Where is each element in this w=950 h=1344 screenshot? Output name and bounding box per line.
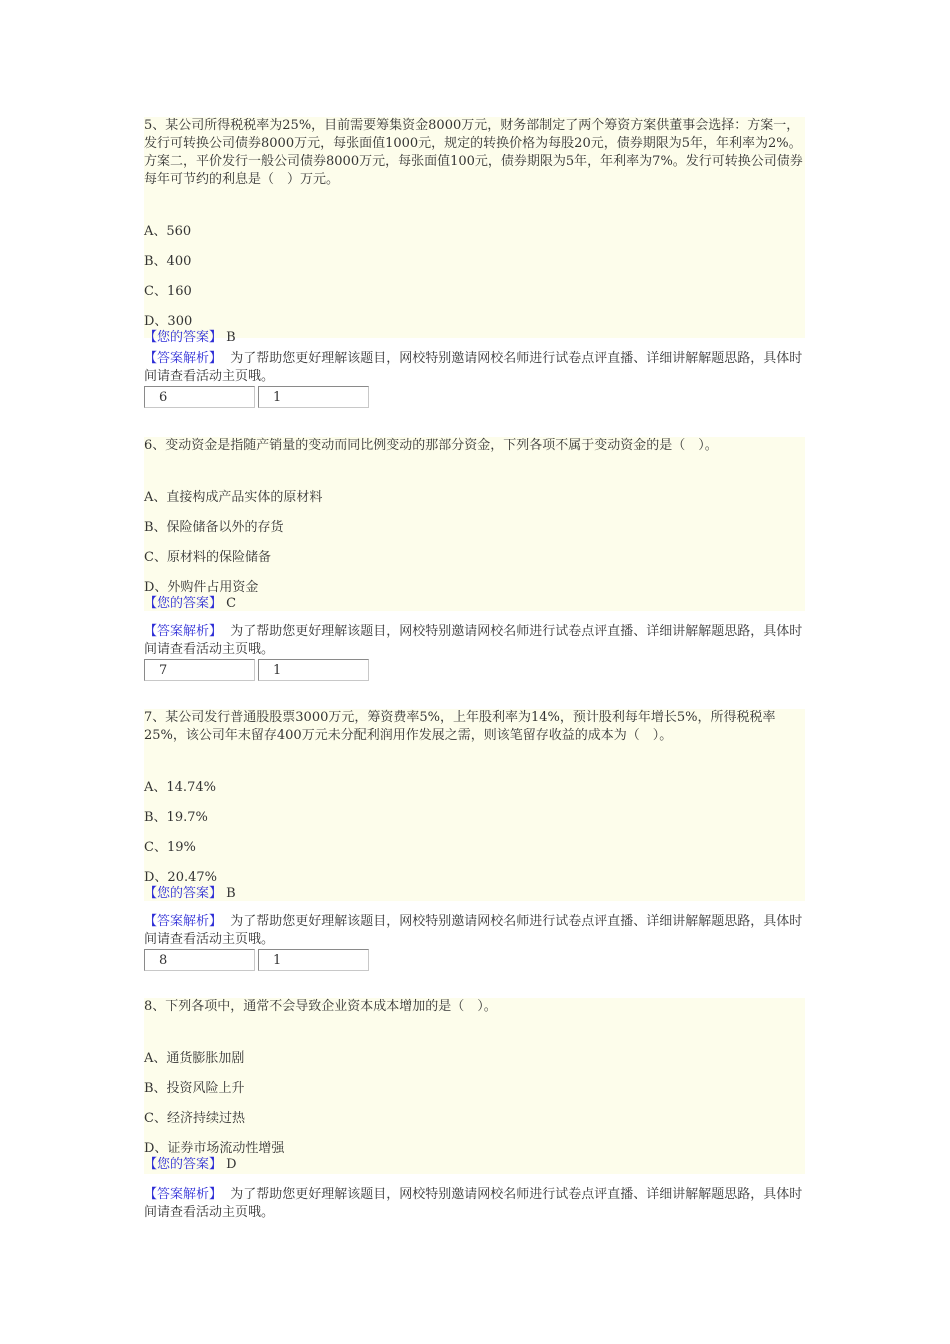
option-b: B、400 [144,254,192,269]
answer-analysis [144,350,805,386]
answer-analysis [144,1186,805,1222]
answer-analysis-text: 为了帮助您更好理解该题目，网校特别邀请网校名师进行试卷点评直播、详细讲解解题思路，具体时间请查看活动主页哦。 [144,351,803,384]
option-c: C、160 [144,284,192,299]
answer-analysis-label: 【答案解析】 [144,624,223,639]
question-box [144,117,805,345]
question-nav [144,386,805,408]
answer-analysis-text: 为了帮助您更好理解该题目，网校特别邀请网校名师进行试卷点评直播、详细讲解解题思路，具体时间请查看活动主页哦。 [144,624,803,657]
option-a: A、14.74% [144,780,216,795]
option-c: C、19% [144,840,196,855]
option-d: D、20.47% [144,870,217,885]
question-number-box[interactable]: 8 [144,949,255,971]
your-answer-value: B [226,886,236,901]
option-b: B、19.7% [144,810,208,825]
option-d: D、证券市场流动性增强 [144,1141,285,1156]
option-c: C、原材料的保险储备 [144,550,271,565]
option-d: D、300 [144,314,193,329]
option-c: C、经济持续过热 [144,1111,245,1126]
score-box[interactable]: 1 [258,659,369,681]
question-stem: 8、下列各项中，通常不会导致企业资本成本增加的是（ ）。 [144,999,497,1014]
answer-analysis-text: 为了帮助您更好理解该题目，网校特别邀请网校名师进行试卷点评直播、详细讲解解题思路，具体时间请查看活动主页哦。 [144,1187,803,1220]
score-box[interactable]: 1 [258,949,369,971]
answer-analysis [144,913,805,949]
answer-analysis-label: 【答案解析】 [144,1187,223,1202]
question-8 [144,998,805,1222]
answer-analysis-label: 【答案解析】 [144,914,223,929]
answer-analysis-text: 为了帮助您更好理解该题目，网校特别邀请网校名师进行试卷点评直播、详细讲解解题思路，具体时间请查看活动主页哦。 [144,914,803,947]
question-box [144,437,805,611]
question-number-box[interactable]: 7 [144,659,255,681]
score-box[interactable]: 1 [258,386,369,408]
option-a: A、560 [144,224,192,239]
your-answer-value: D [226,1157,237,1172]
question-nav [144,659,805,681]
question-number-box[interactable]: 6 [144,386,255,408]
your-answer-label: 【您的答案】 [144,886,223,901]
question-stem: 6、变动资金是指随产销量的变动而同比例变动的那部分资金，下列各项不属于变动资金的是（ ）。 [144,438,718,453]
question-6 [144,437,805,681]
option-a: A、直接构成产品实体的原材料 [144,490,323,505]
your-answer-label: 【您的答案】 [144,596,223,611]
question-nav [144,949,805,971]
option-b: B、保险储备以外的存货 [144,520,284,535]
answer-analysis [144,623,805,659]
option-b: B、投资风险上升 [144,1081,245,1096]
your-answer-value: B [226,330,236,345]
question-stem: 5、某公司所得税税率为25%，目前需要筹集资金8000万元，财务部制定了两个筹资方案供董事会选择：方案一，发行可转换公司债券8000万元，每张面值1000元，规定的转换价格为每股20元，债券期限为5年，年利率为2%。方案二，平价发行一般公司债券8000万元，每张面值100元，债券期限为5年，年利率为7%。发行可转换公司债券每年可节约的利息是（ ）万元。 [144,118,803,187]
question-box [144,998,805,1174]
your-answer-label: 【您的答案】 [144,1157,223,1172]
question-5 [144,117,805,408]
question-stem: 7、某公司发行普通股股票3000万元，筹资费率5%，上年股利率为14%，预计股利每年增长5%，所得税税率25%，该公司年末留存400万元未分配利润用作发展之需，则该笔留存收益的成本为（ ）。 [144,710,776,743]
your-answer-value: C [226,596,237,611]
question-7 [144,709,805,971]
your-answer-label: 【您的答案】 [144,330,223,345]
your-answer [144,1156,805,1174]
your-answer [144,885,805,903]
option-d: D、外购件占用资金 [144,580,259,595]
answer-analysis-label: 【答案解析】 [144,351,223,366]
question-box [144,709,805,901]
your-answer [144,329,805,347]
option-a: A、通货膨胀加剧 [144,1051,245,1066]
your-answer [144,595,805,613]
